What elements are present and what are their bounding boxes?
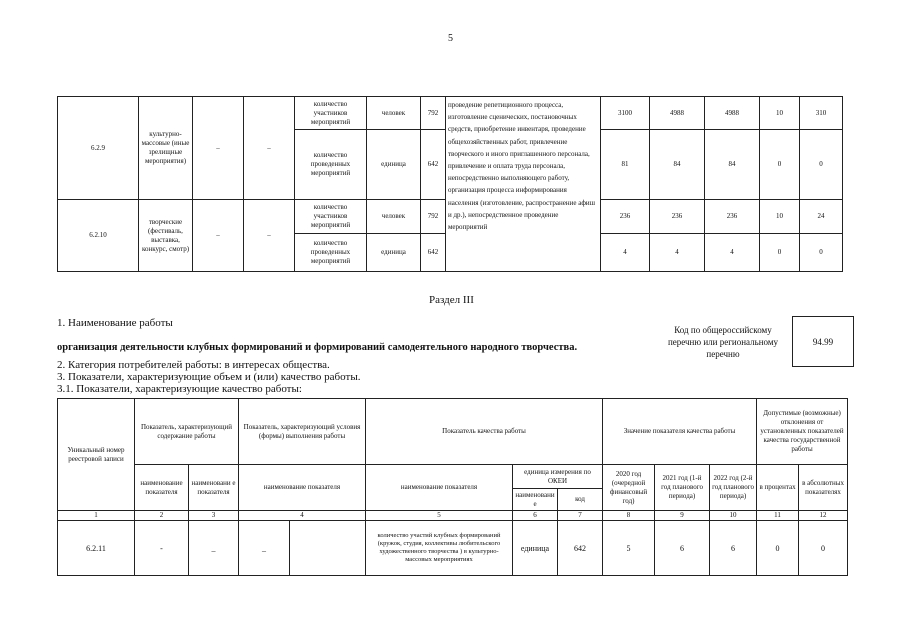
col-number: 1 — [58, 511, 135, 521]
value-cell: 236 — [650, 200, 705, 234]
row-name: творческие (фестиваль, выставка, конкурс, смотр) — [139, 200, 193, 272]
page-number: 5 — [448, 33, 453, 44]
okei-code: 94.99 — [812, 336, 834, 347]
header-name-indicator: наименовани е показателя — [189, 465, 239, 511]
header-year-2020: 2020 год (очередной финансовый год) — [603, 465, 655, 511]
row-name: культурно-массовые (иные зрелищные мероприятия) — [139, 97, 193, 200]
value-cell: 0 — [800, 130, 843, 200]
row-c4: – — [244, 97, 295, 200]
value-cell: 84 — [705, 130, 760, 200]
indicator-cell: количество проведенных мероприятий — [295, 130, 367, 200]
value-cell: 10 — [760, 97, 800, 130]
description-cell: проведение репетиционного процесса, изготовление сценических, постановочных средств, приобретение инвентаря, проведение общехозяйственных работ, привлечение творческого и иного приглашенного персонала, привлечение и оплата труда персонала, непосредственно выполняющего работу, организация процесса информирования населения (изготовление, распространение афиш и др.), непосредственное проведение мероприятий — [446, 97, 601, 272]
header-unique-number: Уникальный номер реестровой записи — [58, 399, 135, 511]
header-year-2021: 2021 год (1-й год планового периода) — [655, 465, 710, 511]
value-cell: 236 — [705, 200, 760, 234]
value-cell: 4988 — [705, 97, 760, 130]
okei-label: Код по общероссийскому перечню или региональному перечню — [667, 325, 779, 359]
header-absolute: в абсолютных показателях — [799, 465, 848, 511]
header-deviation: Допустимые (возможные) отклонения от установленных показателей качества государственной работы — [757, 399, 848, 465]
top-table — [57, 96, 843, 272]
indicator-cell: количество участников мероприятий — [295, 97, 367, 130]
indicator-cell: количество проведенных мероприятий — [295, 234, 367, 272]
col-number: 2 — [135, 511, 189, 521]
row-c3: – — [193, 200, 244, 272]
indicator-cell: количество участий клубных формирований (кружок, студия, коллективы любительского художественного творчества ) в культурно-массовых мероприятиях — [366, 521, 513, 576]
value-cell: 84 — [650, 130, 705, 200]
col-number: 4 — [239, 511, 366, 521]
unit-cell: единица — [513, 521, 558, 576]
unit-code-cell: 792 — [421, 200, 446, 234]
row-c4: _ — [239, 521, 290, 576]
quality-indicators-heading: 3.1. Показатели, характеризующие качество работы: — [57, 383, 302, 395]
col-number: 7 — [558, 511, 603, 521]
value-cell: 0 — [760, 234, 800, 272]
unit-cell: человек — [367, 97, 421, 130]
value-cell: 236 — [601, 200, 650, 234]
unit-code-cell: 642 — [421, 234, 446, 272]
value-cell: 5 — [603, 521, 655, 576]
row-code: 6.2.11 — [58, 521, 135, 576]
unit-code-cell: 642 — [421, 130, 446, 200]
value-cell: 0 — [757, 521, 799, 576]
row-code: 6.2.10 — [58, 200, 139, 272]
row-c4: – — [244, 200, 295, 272]
row-code: 6.2.9 — [58, 97, 139, 200]
header-unit: единица измерения по ОКЕИ — [513, 465, 603, 489]
row-c3: – — [193, 97, 244, 200]
header-content: Показатель, характеризующий содержание работы — [135, 399, 239, 465]
value-cell: 10 — [760, 200, 800, 234]
row-c5 — [290, 521, 366, 576]
value-cell: 24 — [800, 200, 843, 234]
header-quality-name: наименование показателя — [366, 465, 513, 511]
col-number: 5 — [366, 511, 513, 521]
value-cell: 4 — [705, 234, 760, 272]
unit-cell: единица — [367, 234, 421, 272]
okei-code-box — [792, 316, 854, 367]
col-number: 3 — [189, 511, 239, 521]
value-cell: 4988 — [650, 97, 705, 130]
header-values: Значение показателя качества работы — [603, 399, 757, 465]
value-cell: 6 — [655, 521, 710, 576]
header-conditions: Показатель, характеризующий условия (формы) выполнения работы — [239, 399, 366, 465]
header-percent: в процентах — [757, 465, 799, 511]
row-c2: - — [135, 521, 189, 576]
col-number: 12 — [799, 511, 848, 521]
value-cell: 0 — [760, 130, 800, 200]
value-cell: 3100 — [601, 97, 650, 130]
indicator-cell: количество участников мероприятий — [295, 200, 367, 234]
header-name-indicator: наименование показателя — [135, 465, 189, 511]
value-cell: 81 — [601, 130, 650, 200]
header-unit-name: наименовани е — [513, 489, 558, 511]
value-cell: 310 — [800, 97, 843, 130]
header-quality: Показатель качества работы — [366, 399, 603, 465]
value-cell: 4 — [601, 234, 650, 272]
section-title: Раздел III — [429, 294, 474, 306]
value-cell: 6 — [710, 521, 757, 576]
value-cell: 0 — [800, 234, 843, 272]
row-c3: _ — [189, 521, 239, 576]
col-number: 10 — [710, 511, 757, 521]
quality-table — [57, 398, 848, 576]
consumer-category: 2. Категория потребителей работы: в интересах общества. — [57, 359, 330, 371]
unit-code-cell: 792 — [421, 97, 446, 130]
indicators-heading: 3. Показатели, характеризующие объем и (или) качество работы. — [57, 371, 361, 383]
col-number: 8 — [603, 511, 655, 521]
col-number: 9 — [655, 511, 710, 521]
header-unit-code: код — [558, 489, 603, 511]
value-cell: 4 — [650, 234, 705, 272]
unit-cell: единица — [367, 130, 421, 200]
header-year-2022: 2022 год (2-й год планового периода) — [710, 465, 757, 511]
header-condition-name: наименование показателя — [239, 465, 366, 511]
col-number: 6 — [513, 511, 558, 521]
unit-cell: человек — [367, 200, 421, 234]
unit-code-cell: 642 — [558, 521, 603, 576]
col-number: 11 — [757, 511, 799, 521]
value-cell: 0 — [799, 521, 848, 576]
work-name: организация деятельности клубных формирований и формирований самодеятельного народного творчества. — [57, 342, 578, 353]
work-name-label: 1. Наименование работы — [57, 317, 173, 329]
